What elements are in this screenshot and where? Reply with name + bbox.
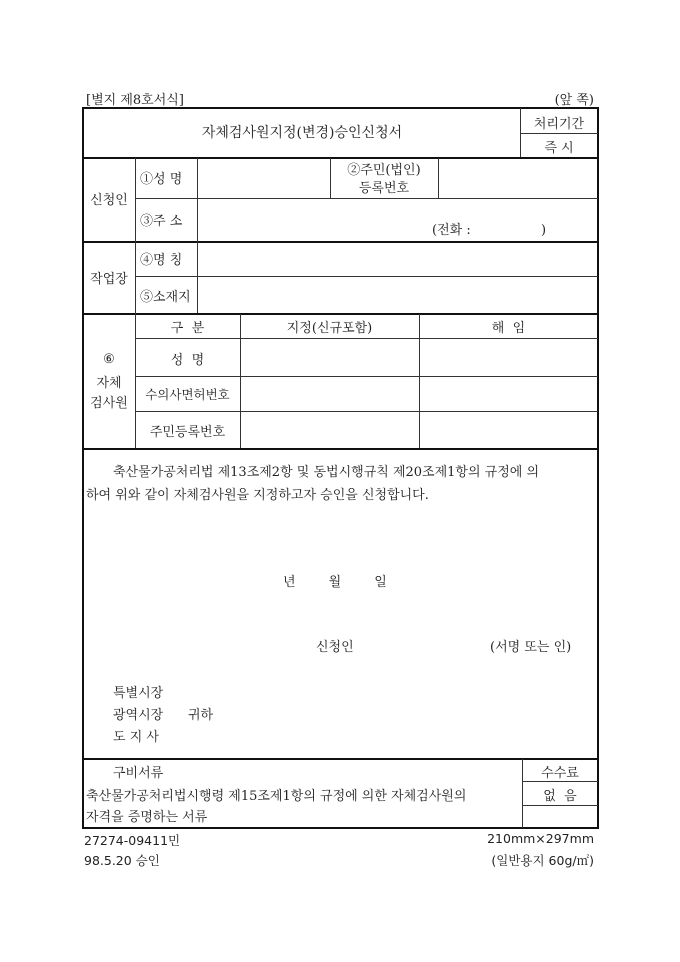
workplace-name-field[interactable] [198, 243, 597, 275]
footer-paper-size: 210mm×297mm [487, 831, 594, 846]
dismissal-license-field[interactable] [420, 378, 597, 410]
footer-paper-type: (일반용지 60g/㎡) [491, 853, 594, 868]
workplace-location-label: ⑤소재지 [140, 290, 191, 305]
dismissal-resident-field[interactable] [420, 413, 597, 447]
inspector-section-number: ⑥ [103, 352, 115, 367]
application-date: 년 월 일 [283, 575, 387, 590]
row-license-label: 수의사면허번호 [145, 387, 230, 402]
form-title: 자체검사원지정(변경)승인신청서 [201, 125, 403, 141]
workplace-section-label: 작업장 [90, 272, 128, 287]
applicant-id-label-1: ②주민(법인) [347, 163, 421, 178]
inspector-section-label-2: 검사원 [90, 396, 128, 411]
processing-period-value: 즉 시 [544, 141, 574, 156]
applicant-id-label-2: 등록번호 [358, 181, 410, 196]
applicant-address-label: ③주 소 [140, 214, 183, 229]
statement-line-1: 축산물가공처리법 제13조제2항 및 동법시행규칙 제20조제1항의 규정에 의 [113, 465, 540, 480]
recipient-line-2: 광역시장 [113, 708, 164, 723]
signer-label: 신청인 [316, 640, 354, 655]
col-designation: 지정(신규포함) [286, 321, 373, 336]
recipient-honorific: 귀하 [188, 708, 214, 723]
applicant-section-label: 신청인 [90, 193, 128, 208]
dismissal-name-field[interactable] [420, 340, 597, 375]
recipient-line-3: 도 지 사 [113, 730, 159, 745]
workplace-name-label: ④명 칭 [140, 253, 183, 268]
recipient-line-1: 특별시장 [113, 686, 164, 701]
processing-period-label: 처리기간 [533, 117, 585, 132]
footer-form-code: 27274-09411민 [84, 833, 181, 848]
row-resident-label: 주민등록번호 [149, 425, 226, 440]
workplace-location-field[interactable] [198, 278, 597, 312]
designation-name-field[interactable] [241, 340, 418, 375]
documents-desc-1: 축산물가공처리법시행령 제15조제1항의 규정에 의한 자체검사원의 [86, 789, 467, 804]
inspector-section-label-1: 자체 [96, 376, 122, 391]
applicant-phone: (전화 : ) [432, 223, 547, 238]
signature-note: (서명 또는 인) [490, 640, 572, 655]
row-name-label: 성 명 [170, 353, 205, 368]
fee-label: 수수료 [541, 766, 579, 781]
fee-value: 없 음 [543, 789, 577, 804]
form-number: [별지 제8호서식] [86, 93, 184, 108]
designation-license-field[interactable] [241, 378, 418, 410]
applicant-name-label: ①성 명 [140, 172, 183, 187]
designation-resident-field[interactable] [241, 413, 418, 447]
page-side-label: (앞 쪽) [554, 93, 594, 108]
documents-label: 구비서류 [113, 766, 164, 781]
footer-approval: 98.5.20 승인 [84, 853, 160, 868]
documents-desc-2: 자격을 증명하는 서류 [86, 810, 208, 825]
applicant-id-field[interactable] [439, 160, 597, 197]
col-dismissal: 해 임 [491, 321, 526, 336]
applicant-name-field[interactable] [198, 160, 330, 197]
col-category: 구 분 [170, 321, 205, 336]
statement-line-2: 하여 위와 같이 자체검사원을 지정하고자 승인을 신청합니다. [86, 488, 429, 503]
